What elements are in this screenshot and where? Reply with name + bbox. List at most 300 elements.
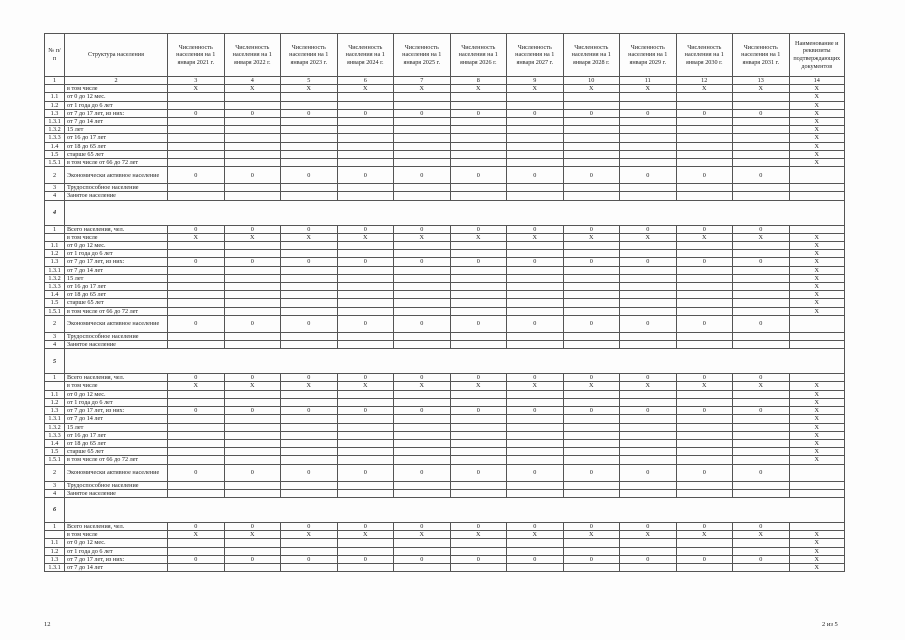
document-cell: X bbox=[789, 274, 845, 282]
value-cell bbox=[394, 307, 451, 315]
value-cell: 0 bbox=[394, 407, 451, 415]
value-cell bbox=[507, 456, 564, 464]
value-cell bbox=[450, 332, 507, 340]
value-cell: 0 bbox=[281, 315, 338, 332]
row-number: 3 bbox=[45, 184, 65, 192]
value-cell: 0 bbox=[563, 225, 620, 233]
value-cell bbox=[224, 159, 281, 167]
document-cell: X bbox=[789, 423, 845, 431]
table-row bbox=[45, 407, 845, 415]
value-cell: 0 bbox=[676, 109, 733, 117]
value-cell: X bbox=[563, 85, 620, 93]
value-cell bbox=[676, 184, 733, 192]
row-number: 4 bbox=[45, 192, 65, 200]
value-cell bbox=[676, 423, 733, 431]
table-row bbox=[45, 522, 845, 530]
column-header: Численность населения на 1 января 2030 г. bbox=[676, 34, 733, 77]
value-cell: 0 bbox=[450, 167, 507, 184]
value-cell bbox=[168, 390, 225, 398]
value-cell bbox=[620, 291, 677, 299]
value-cell: 0 bbox=[620, 315, 677, 332]
value-cell bbox=[394, 184, 451, 192]
row-number: 1.1 bbox=[45, 93, 65, 101]
value-cell bbox=[676, 118, 733, 126]
value-cell bbox=[281, 398, 338, 406]
row-number: 1.3.3 bbox=[45, 283, 65, 291]
value-cell bbox=[337, 547, 394, 555]
row-number: 1.4 bbox=[45, 291, 65, 299]
column-header: Численность населения на 1 января 2022 г. bbox=[224, 34, 281, 77]
value-cell bbox=[450, 547, 507, 555]
value-cell bbox=[337, 423, 394, 431]
value-cell bbox=[394, 250, 451, 258]
value-cell bbox=[450, 489, 507, 497]
value-cell bbox=[168, 118, 225, 126]
row-number: 1.2 bbox=[45, 250, 65, 258]
value-cell bbox=[507, 184, 564, 192]
row-number bbox=[45, 85, 65, 93]
value-cell bbox=[620, 134, 677, 142]
value-cell: X bbox=[676, 233, 733, 241]
value-cell: X bbox=[620, 531, 677, 539]
value-cell bbox=[337, 448, 394, 456]
row-label: Трудоспособное население bbox=[65, 481, 168, 489]
row-label: от 7 до 14 лет bbox=[65, 266, 168, 274]
value-cell: 0 bbox=[507, 464, 564, 481]
value-cell bbox=[620, 192, 677, 200]
value-cell bbox=[168, 563, 225, 571]
table-row bbox=[45, 531, 845, 539]
document-cell: X bbox=[789, 439, 845, 447]
value-cell bbox=[281, 126, 338, 134]
row-label: от 18 до 65 лет bbox=[65, 439, 168, 447]
row-label: 15 лет bbox=[65, 126, 168, 134]
value-cell bbox=[337, 142, 394, 150]
section-number: 5 bbox=[45, 349, 65, 374]
value-cell: 0 bbox=[733, 225, 790, 233]
document-cell: X bbox=[789, 250, 845, 258]
value-cell bbox=[676, 93, 733, 101]
value-cell: X bbox=[676, 85, 733, 93]
value-cell bbox=[620, 266, 677, 274]
value-cell: X bbox=[620, 85, 677, 93]
value-cell: X bbox=[733, 531, 790, 539]
value-cell bbox=[337, 101, 394, 109]
value-cell bbox=[281, 242, 338, 250]
row-number: 1 bbox=[45, 225, 65, 233]
value-cell bbox=[337, 332, 394, 340]
value-cell: X bbox=[733, 233, 790, 241]
value-cell bbox=[563, 431, 620, 439]
value-cell bbox=[676, 159, 733, 167]
value-cell bbox=[394, 481, 451, 489]
column-header: Численность населения на 1 января 2031 г. bbox=[733, 34, 790, 77]
value-cell bbox=[507, 390, 564, 398]
value-cell bbox=[676, 307, 733, 315]
value-cell bbox=[337, 242, 394, 250]
value-cell bbox=[563, 266, 620, 274]
row-number: 1.2 bbox=[45, 547, 65, 555]
row-number: 2 bbox=[45, 315, 65, 332]
value-cell bbox=[676, 250, 733, 258]
value-cell: 0 bbox=[450, 258, 507, 266]
value-cell bbox=[620, 184, 677, 192]
value-cell bbox=[733, 101, 790, 109]
value-cell bbox=[733, 93, 790, 101]
document-cell: X bbox=[789, 242, 845, 250]
row-label: старше 65 лет bbox=[65, 150, 168, 158]
table-row bbox=[45, 315, 845, 332]
row-number bbox=[45, 233, 65, 241]
column-header: Численность населения на 1 января 2028 г. bbox=[563, 34, 620, 77]
value-cell bbox=[676, 431, 733, 439]
column-number: 6 bbox=[337, 77, 394, 85]
value-cell: 0 bbox=[224, 522, 281, 530]
value-cell bbox=[450, 250, 507, 258]
value-cell: X bbox=[733, 382, 790, 390]
value-cell bbox=[733, 307, 790, 315]
table-row bbox=[45, 101, 845, 109]
value-cell bbox=[733, 142, 790, 150]
value-cell bbox=[281, 184, 338, 192]
row-number: 1.3.3 bbox=[45, 134, 65, 142]
table-row bbox=[45, 266, 845, 274]
row-label: в том числе от 66 до 72 лет bbox=[65, 456, 168, 464]
document-cell bbox=[789, 374, 845, 382]
value-cell: X bbox=[450, 233, 507, 241]
value-cell bbox=[281, 118, 338, 126]
row-label: от 18 до 65 лет bbox=[65, 291, 168, 299]
value-cell: 0 bbox=[281, 464, 338, 481]
value-cell bbox=[168, 126, 225, 134]
value-cell: 0 bbox=[507, 407, 564, 415]
value-cell bbox=[563, 274, 620, 282]
value-cell bbox=[507, 250, 564, 258]
value-cell bbox=[337, 563, 394, 571]
value-cell: 0 bbox=[224, 374, 281, 382]
document-cell bbox=[789, 489, 845, 497]
value-cell: 0 bbox=[507, 258, 564, 266]
value-cell bbox=[168, 274, 225, 282]
value-cell bbox=[563, 307, 620, 315]
value-cell bbox=[394, 439, 451, 447]
row-number: 1.5.1 bbox=[45, 456, 65, 464]
value-cell bbox=[337, 118, 394, 126]
row-label: Занятое население bbox=[65, 341, 168, 349]
value-cell: 0 bbox=[733, 167, 790, 184]
value-cell: 0 bbox=[620, 167, 677, 184]
value-cell bbox=[507, 415, 564, 423]
table-row bbox=[45, 431, 845, 439]
value-cell bbox=[507, 291, 564, 299]
value-cell bbox=[450, 283, 507, 291]
document-cell: X bbox=[789, 258, 845, 266]
value-cell bbox=[563, 250, 620, 258]
value-cell bbox=[337, 489, 394, 497]
document-cell: X bbox=[789, 407, 845, 415]
value-cell bbox=[337, 456, 394, 464]
value-cell bbox=[676, 415, 733, 423]
row-number: 1.2 bbox=[45, 398, 65, 406]
value-cell bbox=[224, 126, 281, 134]
value-cell bbox=[394, 291, 451, 299]
value-cell bbox=[450, 390, 507, 398]
value-cell bbox=[676, 126, 733, 134]
table-row bbox=[45, 423, 845, 431]
value-cell bbox=[168, 539, 225, 547]
value-cell bbox=[450, 184, 507, 192]
value-cell: X bbox=[394, 531, 451, 539]
value-cell bbox=[337, 341, 394, 349]
value-cell bbox=[620, 118, 677, 126]
row-label: от 7 до 17 лет, из них: bbox=[65, 258, 168, 266]
value-cell bbox=[563, 481, 620, 489]
value-cell bbox=[337, 150, 394, 158]
value-cell bbox=[450, 415, 507, 423]
value-cell bbox=[281, 150, 338, 158]
value-cell bbox=[394, 456, 451, 464]
value-cell: X bbox=[337, 382, 394, 390]
value-cell: 0 bbox=[168, 522, 225, 530]
row-number: 1.4 bbox=[45, 142, 65, 150]
value-cell bbox=[563, 341, 620, 349]
value-cell bbox=[168, 150, 225, 158]
value-cell bbox=[337, 274, 394, 282]
row-number: 3 bbox=[45, 481, 65, 489]
value-cell bbox=[281, 448, 338, 456]
table-row bbox=[45, 341, 845, 349]
value-cell bbox=[620, 142, 677, 150]
value-cell: X bbox=[733, 85, 790, 93]
value-cell: 0 bbox=[676, 315, 733, 332]
value-cell: X bbox=[224, 85, 281, 93]
column-header: Численность населения на 1 января 2021 г. bbox=[168, 34, 225, 77]
document-cell: X bbox=[789, 307, 845, 315]
value-cell: 0 bbox=[507, 522, 564, 530]
value-cell: 0 bbox=[563, 167, 620, 184]
table-row bbox=[45, 415, 845, 423]
value-cell bbox=[620, 415, 677, 423]
value-cell: 0 bbox=[563, 555, 620, 563]
table-row bbox=[45, 489, 845, 497]
value-cell bbox=[507, 93, 564, 101]
row-number: 1.3.1 bbox=[45, 415, 65, 423]
document-cell: X bbox=[789, 142, 845, 150]
row-number bbox=[45, 382, 65, 390]
value-cell bbox=[507, 142, 564, 150]
value-cell bbox=[168, 547, 225, 555]
value-cell: X bbox=[281, 382, 338, 390]
value-cell bbox=[224, 307, 281, 315]
value-cell: X bbox=[168, 531, 225, 539]
value-cell bbox=[733, 291, 790, 299]
value-cell bbox=[450, 439, 507, 447]
column-number-row bbox=[45, 77, 845, 85]
value-cell bbox=[507, 439, 564, 447]
value-cell bbox=[563, 291, 620, 299]
value-cell bbox=[620, 150, 677, 158]
value-cell: 0 bbox=[563, 374, 620, 382]
value-cell bbox=[450, 242, 507, 250]
table-row bbox=[45, 159, 845, 167]
value-cell bbox=[394, 159, 451, 167]
row-number: 1.3.2 bbox=[45, 274, 65, 282]
value-cell: 0 bbox=[281, 522, 338, 530]
value-cell bbox=[394, 134, 451, 142]
row-number: 1.3 bbox=[45, 109, 65, 117]
document-cell: X bbox=[789, 85, 845, 93]
value-cell bbox=[450, 481, 507, 489]
row-number: 1.3.1 bbox=[45, 118, 65, 126]
value-cell bbox=[620, 274, 677, 282]
value-cell: 0 bbox=[168, 167, 225, 184]
document-cell: X bbox=[789, 382, 845, 390]
value-cell bbox=[394, 283, 451, 291]
table-row bbox=[45, 547, 845, 555]
value-cell bbox=[563, 563, 620, 571]
value-cell bbox=[168, 283, 225, 291]
value-cell: 0 bbox=[450, 225, 507, 233]
value-cell bbox=[337, 192, 394, 200]
table-row bbox=[45, 555, 845, 563]
value-cell bbox=[676, 332, 733, 340]
row-number: 1.3.3 bbox=[45, 431, 65, 439]
value-cell bbox=[450, 341, 507, 349]
document-cell bbox=[789, 225, 845, 233]
value-cell bbox=[281, 539, 338, 547]
value-cell bbox=[224, 134, 281, 142]
value-cell bbox=[563, 299, 620, 307]
value-cell bbox=[733, 332, 790, 340]
value-cell bbox=[168, 159, 225, 167]
value-cell bbox=[224, 390, 281, 398]
value-cell bbox=[507, 242, 564, 250]
value-cell bbox=[507, 126, 564, 134]
row-label: от 7 до 14 лет bbox=[65, 563, 168, 571]
value-cell: 0 bbox=[676, 407, 733, 415]
value-cell bbox=[224, 242, 281, 250]
value-cell bbox=[224, 274, 281, 282]
value-cell bbox=[507, 101, 564, 109]
value-cell: 0 bbox=[507, 315, 564, 332]
value-cell bbox=[224, 481, 281, 489]
value-cell bbox=[507, 398, 564, 406]
value-cell bbox=[676, 539, 733, 547]
value-cell bbox=[563, 456, 620, 464]
value-cell bbox=[507, 341, 564, 349]
column-number: 10 bbox=[563, 77, 620, 85]
value-cell bbox=[733, 250, 790, 258]
table-row bbox=[45, 481, 845, 489]
value-cell bbox=[676, 134, 733, 142]
table-row bbox=[45, 126, 845, 134]
value-cell bbox=[733, 547, 790, 555]
table-row bbox=[45, 109, 845, 117]
value-cell bbox=[224, 101, 281, 109]
value-cell bbox=[563, 423, 620, 431]
document-cell: X bbox=[789, 118, 845, 126]
value-cell bbox=[563, 184, 620, 192]
value-cell: 0 bbox=[563, 464, 620, 481]
value-cell: 0 bbox=[733, 374, 790, 382]
column-header: Численность населения на 1 января 2025 г. bbox=[394, 34, 451, 77]
value-cell: X bbox=[563, 382, 620, 390]
value-cell bbox=[450, 291, 507, 299]
document-cell: X bbox=[789, 563, 845, 571]
row-number: 2 bbox=[45, 167, 65, 184]
row-number: 1.3.2 bbox=[45, 423, 65, 431]
value-cell bbox=[676, 563, 733, 571]
table-row bbox=[45, 299, 845, 307]
value-cell bbox=[676, 274, 733, 282]
value-cell: 0 bbox=[676, 374, 733, 382]
value-cell: 0 bbox=[620, 407, 677, 415]
row-label: Всего населения, чел. bbox=[65, 374, 168, 382]
value-cell: 0 bbox=[450, 109, 507, 117]
value-cell bbox=[337, 481, 394, 489]
value-cell: X bbox=[563, 531, 620, 539]
value-cell: X bbox=[224, 382, 281, 390]
row-label: от 7 до 14 лет bbox=[65, 415, 168, 423]
row-label: Занятое население bbox=[65, 192, 168, 200]
document-cell: X bbox=[789, 150, 845, 158]
column-header: Структура населения bbox=[65, 34, 168, 77]
value-cell: 0 bbox=[168, 555, 225, 563]
value-cell bbox=[224, 299, 281, 307]
value-cell: 0 bbox=[394, 464, 451, 481]
row-number: 1.1 bbox=[45, 539, 65, 547]
value-cell bbox=[224, 142, 281, 150]
value-cell bbox=[620, 431, 677, 439]
value-cell: X bbox=[507, 233, 564, 241]
document-cell bbox=[789, 464, 845, 481]
value-cell bbox=[733, 481, 790, 489]
value-cell bbox=[563, 101, 620, 109]
value-cell bbox=[394, 431, 451, 439]
table-row bbox=[45, 374, 845, 382]
column-header: Численность населения на 1 января 2024 г. bbox=[337, 34, 394, 77]
value-cell bbox=[281, 134, 338, 142]
row-label: Экономически активное население bbox=[65, 315, 168, 332]
value-cell: X bbox=[450, 531, 507, 539]
value-cell bbox=[168, 134, 225, 142]
value-cell bbox=[337, 307, 394, 315]
value-cell bbox=[507, 118, 564, 126]
value-cell bbox=[507, 448, 564, 456]
value-cell bbox=[733, 423, 790, 431]
value-cell bbox=[168, 184, 225, 192]
value-cell bbox=[733, 390, 790, 398]
value-cell bbox=[563, 489, 620, 497]
value-cell: 0 bbox=[620, 464, 677, 481]
value-cell bbox=[507, 266, 564, 274]
value-cell: 0 bbox=[450, 374, 507, 382]
column-number: 1 bbox=[45, 77, 65, 85]
table-row bbox=[45, 233, 845, 241]
value-cell bbox=[676, 242, 733, 250]
value-cell bbox=[563, 448, 620, 456]
value-cell bbox=[507, 431, 564, 439]
document-cell: X bbox=[789, 134, 845, 142]
value-cell: 0 bbox=[337, 374, 394, 382]
value-cell bbox=[733, 439, 790, 447]
value-cell: 0 bbox=[281, 258, 338, 266]
value-cell bbox=[394, 93, 451, 101]
value-cell bbox=[507, 489, 564, 497]
value-cell bbox=[281, 93, 338, 101]
value-cell: 0 bbox=[507, 374, 564, 382]
value-cell bbox=[507, 563, 564, 571]
